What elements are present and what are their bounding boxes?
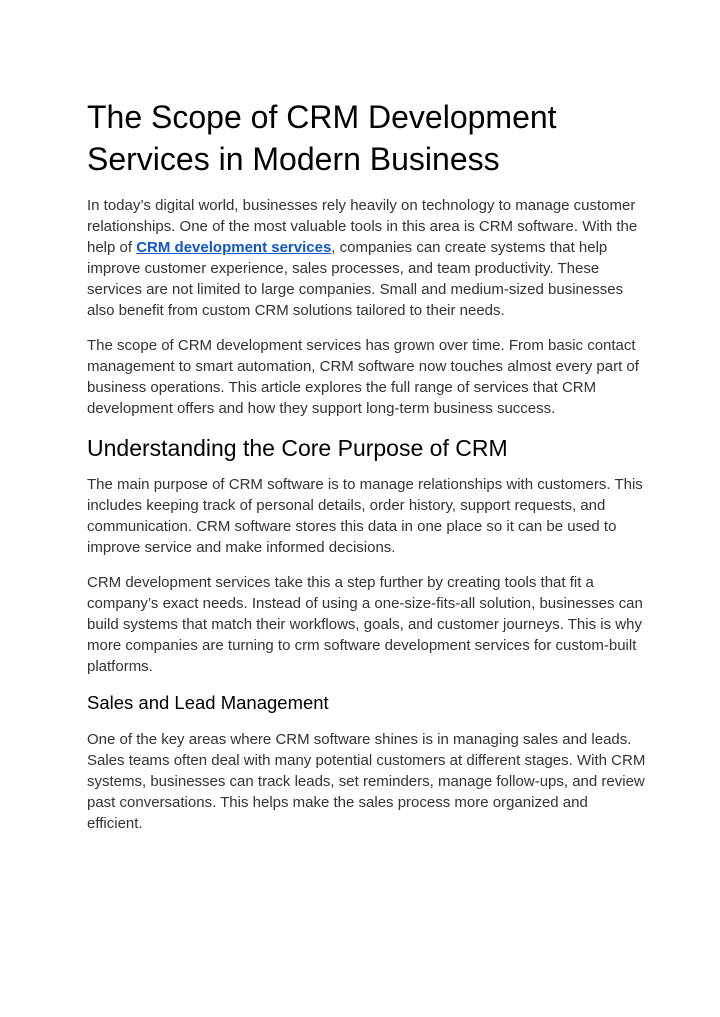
intro-paragraph-2: The scope of CRM development services has grown over time. From basic contact management to smart automation, CRM software now touches almost every part of business operations. This article explores the full range of services that CRM development offers and how they support long-term business success.: [87, 337, 639, 417]
core-paragraph-2: CRM development services take this a step further by creating tools that fit a company’s exact needs. Instead of using a one-size-fits-all solution, businesses can build systems that match their workflows, goals, and customer journeys. This is why more companies are turning to crm software development services for custom-built platforms.: [87, 574, 643, 675]
crm-development-services-link[interactable]: CRM development services: [136, 239, 332, 256]
intro-text-before-link: In today’s digital world, businesses rely heavily on technology to manage customer relationships. One of the most valuable tools in this area is CRM software. With the help of: [87, 197, 638, 256]
document-title: The Scope of CRM Development Services in Modern Business: [87, 99, 557, 177]
intro-text-after-link: , companies can create systems that help improve customer experience, sales processes, and team productivity. These services are not limited to large companies. Small and medium-sized businesses also benefit from custom CRM solutions tailored to their needs.: [87, 239, 624, 319]
sales-paragraph-1: One of the key areas where CRM software shines is in managing sales and leads. Sales teams often deal with many potential customers at different stages. With CRM systems, businesses can track leads, set reminders, manage follow-ups, and review past conversations. This helps make the sales process more organized and efficient.: [87, 731, 646, 832]
subheading-sales-lead-management: Sales and Lead Management: [87, 692, 329, 713]
core-paragraph-1: The main purpose of CRM software is to manage relationships with customers. This includes keeping track of personal details, order history, support requests, and communication. CRM software stores this data in one place so it can be used to improve service and make informed decisions.: [87, 476, 643, 556]
section-heading-core-purpose: Understanding the Core Purpose of CRM: [87, 435, 508, 461]
document-page: [87, 96, 647, 848]
intro-paragraph-1: [87, 195, 647, 321]
